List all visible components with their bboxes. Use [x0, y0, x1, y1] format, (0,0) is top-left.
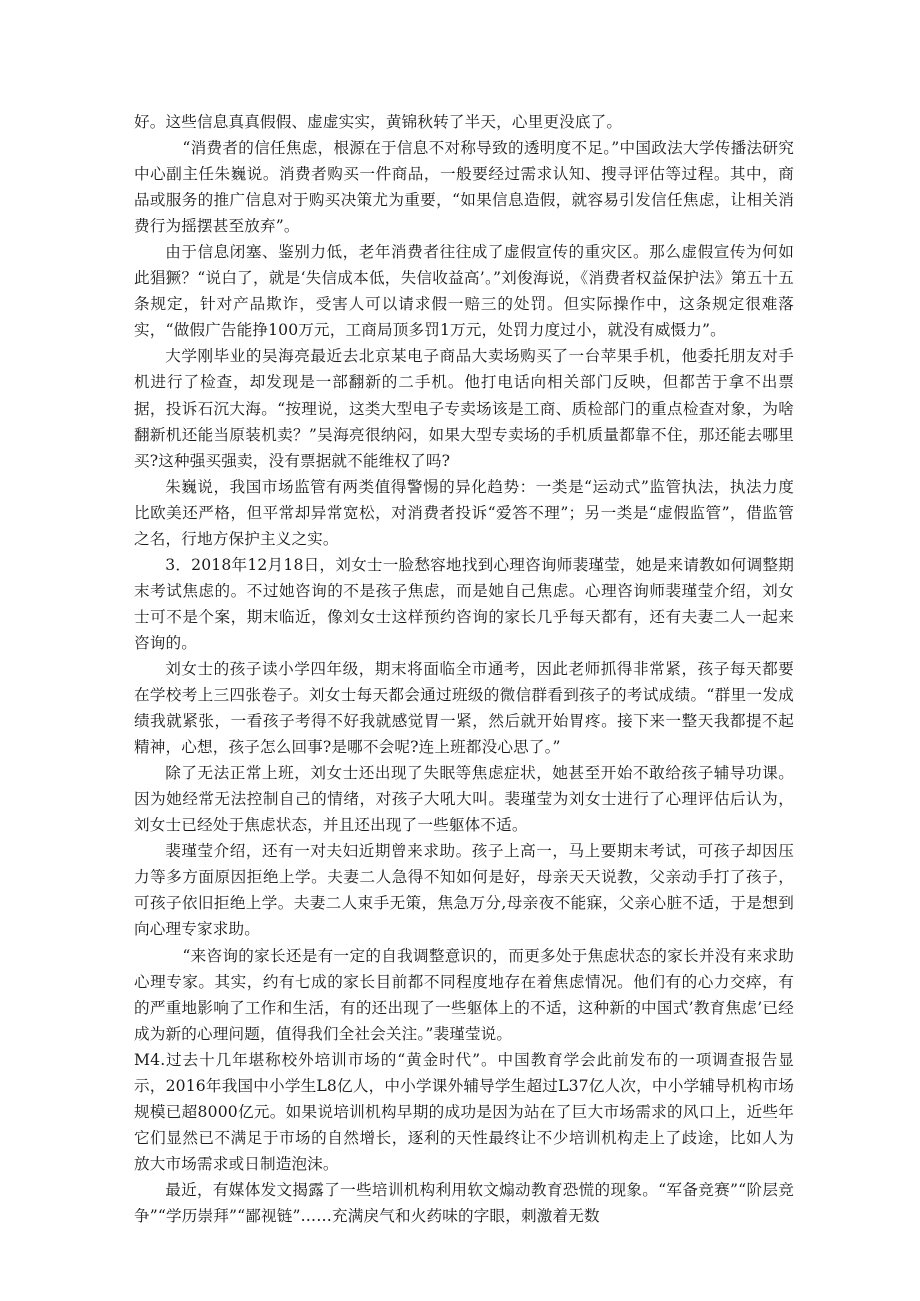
- paragraph-false-advertising: 由于信息闭塞、鉴别力低，老年消费者往往成了虚假宣传的重灾区。那么虚假宣传为何如此猖獗？“说白了，就是‘失信成本低，失信收益高’。”刘俊海说，《消费者权益保护法》第五十五条规定，针对产品欺诈，受害人可以请求假一赔三的处罚。但实际操作中，这条规定很难落实，“做假广告能挣100万元，工商局顶多罚1万元，处罚力度过小，就没有威慑力”。: [134, 243, 794, 340]
- paragraph-section-3-intro: 3．2018年12月18日，刘女士一脸愁容地找到心理咨询师裴瑾莹，她是来请教如何调整期末考试焦虑的。不过她咨询的不是孩子焦虑，而是她自己焦虑。心理咨询师裴瑾莹介绍，刘女士可不是个案，期末临近，像刘女士这样预约咨询的家长几乎每天都有，还有夫妻二人一起来咨询的。: [134, 555, 794, 652]
- paragraph-trust-anxiety: “消费者的信任焦虑，根源在于信息不对称导致的透明度不足。”中国政法大学传播法研究中心副主任朱巍说。消费者购买一件商品，一般要经过需求认知、搜寻评估等过程。其中，商品或服务的推广信息对于购买决策尤为重要，“如果信息造假，就容易引发信任焦虑，让相关消费行为摇摆甚至放弃”。: [134, 139, 794, 236]
- paragraph-media-exposure: 最近，有媒体发文揭露了一些培训机构利用软文煽动教育恐慌的现象。“军备竞赛”“阶层竞争”“学历崇拜”“鄙视链”……充满戾气和火药味的字眼，刺激着无数: [134, 1180, 794, 1225]
- paragraph-exam-anxiety: 刘女士的孩子读小学四年级，期末将面临全市通考，因此老师抓得非常紧，孩子每天都要在学校考上三四张卷子。刘女士每天都会通过班级的微信群看到孩子的考试成绩。“群里一发成绩我就紧张，一看孩子考得不好我就感觉胃一紧，然后就开始胃疼。接下来一整天我都提不起精神，心想，孩子怎么回事?是哪不会呢?连上班都没心思了。”: [134, 659, 794, 757]
- paragraph-couple-help: 裴瑾莹介绍，还有一对夫妇近期曾来求助。孩子上高一，马上要期末考试，可孩子却因压力等多方面原因拒绝上学。夫妻二人急得不知如何是好，母亲天天说教，父亲动手打了孩子，可孩子依旧拒绝上学。夫妻二人束手无策，焦急万分,母亲夜不能寐，父亲心脏不适，于是想到向心理专家求助。: [134, 842, 794, 939]
- paragraph-market-supervision: 朱巍说，我国市场监管有两类值得警惕的异化趋势：一类是“运动式”监管执法，执法力度比欧美还严格，但平常却异常宽松，对消费者投诉“爱答不理”；另一类是“虚假监管”，借监管之名，行地方保护主义之实。: [134, 477, 794, 548]
- paragraph-education-anxiety-quote: “来咨询的家长还是有一定的自我调整意识的，而更多处于焦虑状态的家长并没有来求助心理专家。其实，约有七成的家长目前都不同程度地存在着焦虑情况。他们有的心力交瘁，有的严重地影响了工作和生活，有的还出现了一些躯体上的不适，这种新的中国式’教育焦虑’已经成为新的心理问题，值得我们全社会关注。”裴瑾莹说。: [134, 946, 794, 1043]
- paragraph-section-4-intro: M4.过去十几年堪称校外培训市场的“黄金时代”。中国教育学会此前发布的一项调查报告显示，2016年我国中小学生L8亿人，中小学课外辅导学生超过L37亿人次，中小学辅导机构市场规模已超8000亿元。如果说培训机构早期的成功是因为站在了巨大市场需求的风口上，近些年它们显然已不满足于市场的自然增长，逐利的天性最终让不少培训机构走上了歧途，比如人为放大市场需求或日制造泡沫。: [134, 1050, 794, 1173]
- paragraph-continuation: 好。这些信息真真假假、虚虚实实，黄锦秋转了半天，心里更没底了。: [134, 113, 623, 131]
- article-body: [134, 109, 794, 1229]
- paragraph-anxiety-symptoms: 除了无法正常上班，刘女士还出现了失眠等焦虑症状，她甚至开始不敢给孩子辅导功课。因为她经常无法控制自己的情绪，对孩子大吼大叫。裴瑾莹为刘女士进行了心理评估后认为，刘女士已经处于焦虑状态，并且还出现了一些躯体不适。: [134, 764, 794, 835]
- paragraph-refurbished-phone: 大学刚毕业的吴海亮最近去北京某电子商品大卖场购买了一台苹果手机，他委托朋友对手机进行了检查，却发现是一部翻新的二手机。他打电话向相关部门反映，但都苦于拿不出票据，投诉石沉大海。“按理说，这类大型电子专卖场该是工商、质检部门的重点检查对象，为啥翻新机还能当原装机卖？”吴海亮很纳闷，如果大型专卖场的手机质量都靠不住，那还能去哪里买?这种强买强卖，没有票据就不能维权了吗?: [134, 347, 794, 470]
